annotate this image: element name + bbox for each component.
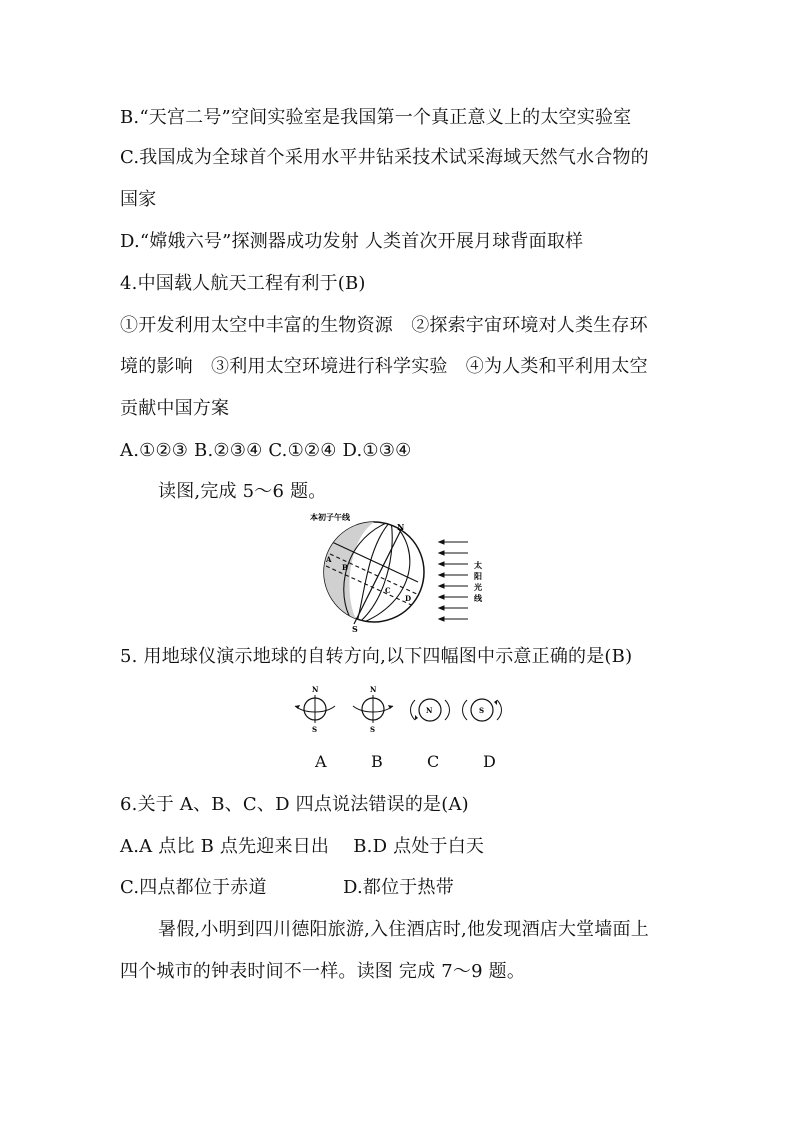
question-5-stem: 5. 用地球仪演示地球的自转方向,以下四幅图中示意正确的是(B) [120, 646, 633, 667]
sunlight-label-2: 阳 [474, 571, 482, 581]
option-c-line-2: 国家 [120, 189, 157, 210]
question-4-items-2: 境的影响 ③利用太空环境进行科学实验 ④为人类和平利用太空 [120, 356, 648, 377]
sunlight-label-1: 太 [474, 560, 482, 570]
rotation-option-b [353, 685, 393, 734]
paragraph-line-2: 四个城市的钟表时间不一样。读图 完成 7～9 题。 [120, 961, 526, 982]
question-6-stem: 6.关于 A、B、C、D 四点说法错误的是(A) [120, 794, 469, 815]
question-6-options-ab: A.A 点比 B 点先迎来日出 B.D 点处于白天 [120, 836, 485, 857]
rotation-option-c [411, 699, 450, 721]
question-6-option-d: D.都位于热带 [343, 877, 454, 898]
point-b-label: B [342, 563, 348, 572]
rotation-option-d [463, 699, 502, 721]
rotation-label-c: C [427, 752, 440, 771]
question-4-options: A.①②③ B.②③④ C.①②④ D.①③④ [120, 440, 412, 461]
rotation-option-a [295, 685, 335, 734]
globe-north-label: N [397, 522, 405, 532]
read-figure-instruction: 读图,完成 5～6 题。 [158, 481, 327, 502]
svg-text:N: N [370, 685, 377, 694]
point-d-label: D [405, 594, 412, 603]
svg-text:N: N [312, 685, 319, 694]
option-c-line-1: C.我国成为全球首个采用水平井钻采技术试采海域天然气水合物的 [120, 147, 649, 168]
sunlight-label-3: 光 [474, 582, 482, 592]
question-4-items-1: ①开发利用太空中丰富的生物资源 ②探索宇宙环境对人类生存环 [120, 315, 648, 336]
globe-south-label: S [352, 624, 358, 634]
paragraph-line-1: 暑假,小明到四川德阳旅游,入住酒店时,他发现酒店大堂墙面上 [158, 919, 649, 940]
rotation-label-a: A [315, 752, 327, 771]
svg-text:S: S [370, 725, 376, 734]
option-d-line: D.“嫦娥六号”探测器成功发射 人类首次开展月球背面取样 [120, 231, 584, 252]
question-4-items-3: 贡献中国方案 [120, 398, 230, 419]
rotation-label-d: D [483, 752, 496, 771]
option-b-line: B.“天宫二号”空间实验室是我国第一个真正意义上的太空实验室 [120, 107, 632, 128]
rotation-label-b: B [371, 752, 383, 771]
svg-text:S: S [312, 725, 318, 734]
globe-illumination-figure [306, 512, 506, 636]
prime-meridian-label: 本初子午线 [310, 512, 350, 522]
point-a-label: A [326, 555, 332, 564]
point-c-label: C [385, 586, 391, 595]
question-6-option-c: C.四点都位于赤道 [120, 877, 267, 898]
question-4-stem: 4.中国载人航天工程有利于(B) [120, 273, 366, 294]
rotation-diagrams [290, 684, 510, 734]
svg-text:S: S [479, 706, 485, 715]
sunlight-label-4: 线 [474, 593, 482, 603]
sunlight-arrows [439, 540, 468, 621]
svg-text:N: N [426, 706, 433, 715]
